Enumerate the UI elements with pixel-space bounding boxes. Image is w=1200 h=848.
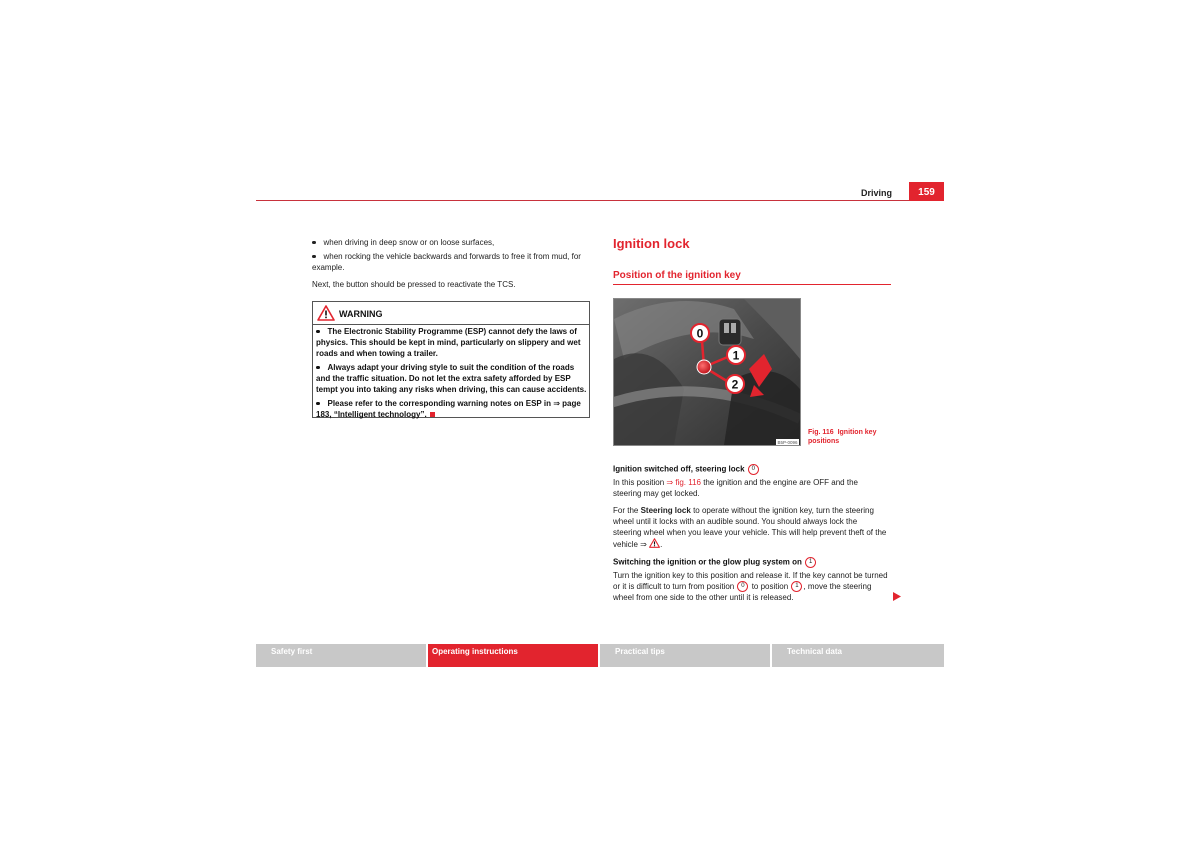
subsection-heading: Position of the ignition key [613, 270, 741, 281]
position-label-2 [726, 375, 744, 393]
position-marker: 1 [791, 581, 802, 592]
svg-text:1: 1 [732, 348, 740, 363]
warning-body [316, 326, 588, 423]
body-paragraph: Turn the ignition key to this position and release it. If the key cannot be turned or it is difficult to turn from position 0 to position 1 , move the steering wheel from one side to the other until it is released. [613, 571, 888, 603]
svg-text:0: 0 [696, 326, 704, 341]
bullet-icon [316, 330, 320, 334]
position-label-1 [727, 346, 745, 364]
position-marker: 0 [737, 581, 748, 592]
cross-ref-arrow: ⇒ [553, 399, 560, 408]
warning-header [313, 302, 589, 325]
warning-title: WARNING [339, 309, 383, 319]
header-rule [256, 200, 944, 201]
figure-link[interactable]: fig. 116 [675, 478, 701, 487]
warning-item: Please refer to the corresponding warning notes on ESP in ⇒ page 183, “Intelligent technology”. [316, 399, 581, 419]
tab-technical-data[interactable]: Technical data [772, 644, 944, 667]
heading-rule [613, 284, 891, 285]
bullet-icon [312, 241, 316, 245]
body-paragraph: In this position ⇒ fig. 116 the ignition and the engine are OFF and the steering may get locked. [613, 478, 858, 498]
svg-text:2: 2 [731, 377, 739, 392]
warning-box [312, 301, 590, 418]
position-label-0 [691, 324, 709, 342]
bullet-icon [312, 255, 316, 259]
bullet-item: when rocking the vehicle backwards and forwards to free it from mud, for example. [312, 252, 581, 272]
section-heading: Ignition lock [613, 236, 690, 251]
end-marker-icon [430, 412, 435, 417]
ignition-key-figure [613, 298, 801, 446]
bullet-item: when driving in deep snow or on loose surfaces, [312, 237, 592, 248]
warning-triangle-icon[interactable] [649, 538, 660, 548]
cross-ref-link[interactable]: page 183, [316, 399, 581, 419]
section-title: Driving [860, 188, 892, 198]
bullet-icon [316, 402, 320, 406]
warning-item: The Electronic Stability Programme (ESP) cannot defy the laws of physics. This should be kept in mind, particularly on slippery and wet roads and when towing a trailer. [316, 327, 581, 358]
page-number: 159 [909, 182, 944, 201]
subsection-title: Switching the ignition or the glow plug system on 1 [613, 557, 817, 568]
tab-practical-tips[interactable]: Practical tips [600, 644, 770, 667]
position-marker: 1 [805, 557, 816, 568]
figure-caption: Fig. 116 Ignition key positions [808, 429, 877, 445]
bullet-icon [316, 366, 320, 370]
subsection-title: Ignition switched off, steering lock 0 [613, 464, 760, 475]
tab-safety-first[interactable]: Safety first [256, 644, 426, 667]
body-paragraph: Next, the button should be pressed to reactivate the TCS. [312, 280, 516, 289]
continue-arrow-icon [893, 592, 901, 601]
body-paragraph: For the Steering lock to operate without the ignition key, turn the steering wheel until it locks with an audible sound. You should always lock the steering wheel when you leave your vehicle. This will help prevent theft of the vehicle ⇒ . [613, 506, 887, 549]
tab-operating-instructions[interactable]: Operating instructions [428, 644, 598, 667]
cross-ref-arrow: ⇒ [666, 478, 674, 487]
ignition-illustration [614, 299, 800, 445]
warning-item: Always adapt your driving style to suit the condition of the roads and the traffic situation. Do not let the extra safety afforded by ESP tempt you into taking any risks when driving, this can cause accidents. [316, 363, 587, 394]
warning-triangle-icon [317, 305, 335, 321]
position-marker: 0 [748, 464, 759, 475]
figure-code: B5P-0096 [777, 440, 798, 445]
cross-ref-arrow: ⇒ [640, 540, 647, 549]
